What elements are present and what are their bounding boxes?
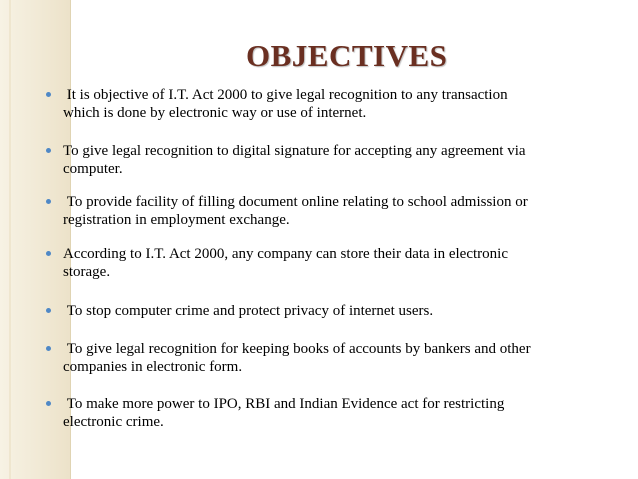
- bullet-text: To provide facility of filling document online relating to school admission or registration in employment exchange.: [63, 194, 528, 228]
- decorative-side-stripe: [9, 0, 11, 479]
- bullet-dot-icon: [46, 401, 51, 406]
- bullet-dot-icon: [46, 199, 51, 204]
- bullet-dot-icon: [46, 92, 51, 97]
- bullet-text: To give legal recognition to digital signature for accepting any agreement via computer.: [63, 143, 526, 177]
- bullet-dot-icon: [46, 148, 51, 153]
- bullet-text: It is objective of I.T. Act 2000 to give legal recognition to any transaction which is done by electronic way or use of internet.: [63, 87, 508, 121]
- bullet-dot-icon: [46, 308, 51, 313]
- bullet-dot-icon: [46, 251, 51, 256]
- bullet-dot-icon: [46, 346, 51, 351]
- bullet-text: To stop computer crime and protect privacy of internet users.: [63, 303, 434, 319]
- slide-title: OBJECTIVES: [246, 38, 448, 73]
- bullet-text: According to I.T. Act 2000, any company can store their data in electronic storage.: [63, 246, 508, 280]
- bullet-text: To give legal recognition for keeping books of accounts by bankers and other companies in electronic form.: [63, 341, 531, 375]
- bullet-text: To make more power to IPO, RBI and Indian Evidence act for restricting electronic crime.: [63, 396, 505, 430]
